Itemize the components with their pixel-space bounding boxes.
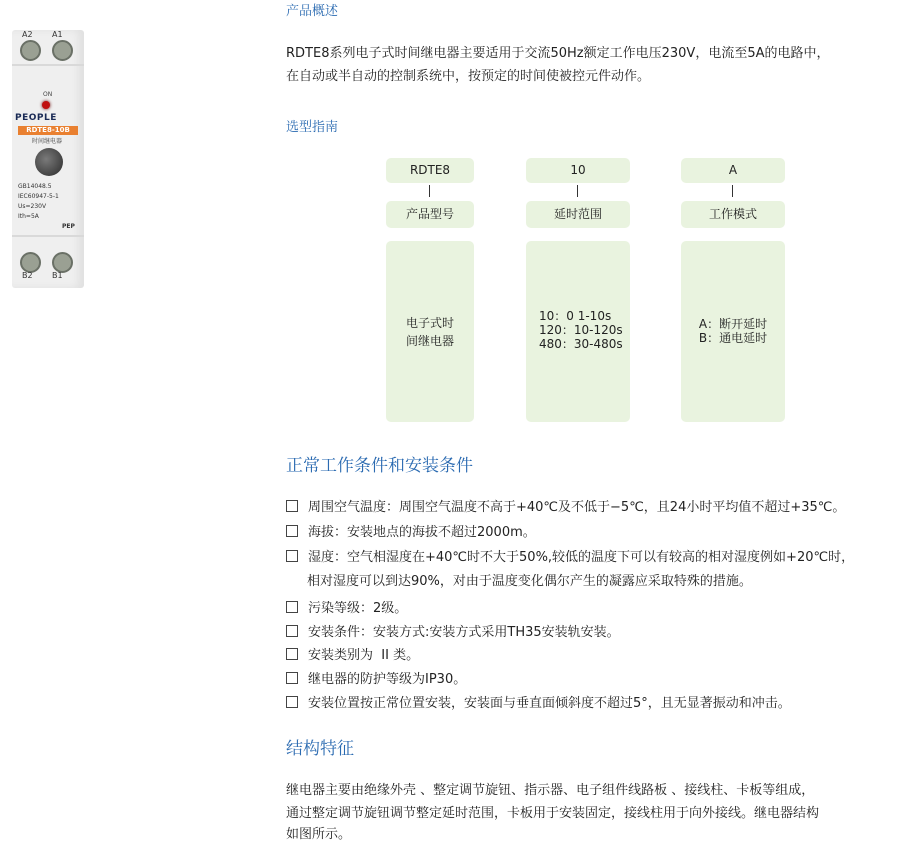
spec-line: IEC60947-5-1 (18, 193, 59, 200)
label-box-range: 延时范围 (526, 201, 630, 228)
code-box-range: 10 (526, 158, 630, 183)
connector-line (577, 185, 578, 197)
label-box-mode: 工作模式 (681, 201, 785, 228)
condition-item: 安装位置按正常位置安装，安装面与垂直面倾斜度不超过5°，且无显著振动和冲击。 (286, 692, 791, 711)
terminal-label-b2: B2 (22, 271, 33, 280)
brand-mark: PEP (62, 223, 75, 230)
code-box-model: RDTE8 (386, 158, 474, 183)
condition-item: 污染等级：2级。 (286, 597, 407, 616)
condition-item: 安装条件：安装方式:安装方式采用TH35安装轨安装。 (286, 621, 620, 640)
terminal-label-b1: B1 (52, 271, 63, 280)
checkbox-icon (286, 550, 298, 562)
conditions-title: 正常工作条件和安装条件 (286, 456, 473, 476)
condition-item: 安装类别为 II 类。 (286, 644, 419, 663)
checkbox-icon (286, 672, 298, 684)
checkbox-icon (286, 648, 298, 660)
terminal-screw-icon (20, 252, 41, 273)
brand-logo: PEOPLE (15, 113, 57, 123)
detail-line: B：通电延时 (698, 331, 768, 345)
terminal-label-a2: A2 (22, 30, 33, 39)
divider (12, 235, 84, 237)
spec-line: Ith=5A (18, 213, 39, 220)
condition-item: 海拔：安装地点的海拔不超过2000m。 (286, 521, 536, 540)
code-box-mode: A (681, 158, 785, 183)
adjust-knob-icon (35, 148, 63, 176)
spec-line: Us=230V (18, 203, 47, 210)
condition-item: 湿度：空气相湿度在+40℃时不大于50%,较低的温度下可以有较高的相对湿度例如+20℃时， (286, 546, 854, 565)
label-box-model: 产品型号 (386, 201, 474, 228)
indicator-led-icon (42, 101, 50, 109)
detail-line: A：断开延时 (698, 317, 768, 331)
spec-line: GB14048.5 (18, 183, 52, 190)
structure-text-line1: 继电器主要由绝缘外壳 、整定调节旋钮、指示器、电子组件线路板 、接线柱、卡板等组成， (286, 783, 815, 798)
selection-title: 选型指南 (286, 120, 339, 135)
detail-line: 间继电器 (405, 334, 454, 348)
overview-text-line2: 在自动或半自动的控制系统中，按预定的时间使被控元件动作。 (286, 69, 651, 84)
product-photo (12, 30, 84, 288)
condition-item: 周围空气温度：周围空气温度不高于+40℃及不低于−5℃，且24小时平均值不超过+35℃。 (286, 496, 845, 515)
structure-text-line3: 如图所示。 (286, 827, 352, 842)
checkbox-icon (286, 696, 298, 708)
model-tag: RDTE8-10B (18, 126, 78, 135)
structure-title: 结构特征 (286, 739, 354, 759)
overview-text-line1: RDTE8系列电子式时间继电器主要适用于交流50Hz额定工作电压230V，电流至5A的电路中， (286, 46, 830, 61)
checkbox-icon (286, 525, 298, 537)
connector-line (429, 185, 430, 197)
divider (12, 64, 84, 66)
connector-line (732, 185, 733, 197)
checkbox-icon (286, 601, 298, 613)
detail-box-mode (681, 241, 785, 422)
detail-box-model (386, 241, 474, 422)
condition-continuation: 相对湿度可以到达90%，对由于温度变化偶尔产生的凝露应采取特殊的措施。 (307, 574, 752, 589)
indicator-label: ON (43, 91, 53, 98)
checkbox-icon (286, 625, 298, 637)
overview-title: 产品概述 (286, 4, 339, 19)
structure-text-line2: 通过整定调节旋钮调节整定延时范围，卡板用于安装固定，接线柱用于向外接线。继电器结构 (286, 806, 820, 821)
detail-box-range (526, 241, 630, 422)
condition-item: 继电器的防护等级为IP30。 (286, 668, 466, 687)
terminal-screw-icon (20, 40, 41, 61)
relay-subtitle: 时间继电器 (32, 138, 63, 145)
terminal-screw-icon (52, 252, 73, 273)
detail-line: 电子式时 (405, 316, 454, 330)
detail-line: 120：10-120s (539, 323, 623, 337)
detail-line: 10：0 1-10s (539, 309, 612, 323)
terminal-screw-icon (52, 40, 73, 61)
checkbox-icon (286, 500, 298, 512)
detail-line: 480：30-480s (539, 337, 623, 351)
terminal-label-a1: A1 (52, 30, 63, 39)
